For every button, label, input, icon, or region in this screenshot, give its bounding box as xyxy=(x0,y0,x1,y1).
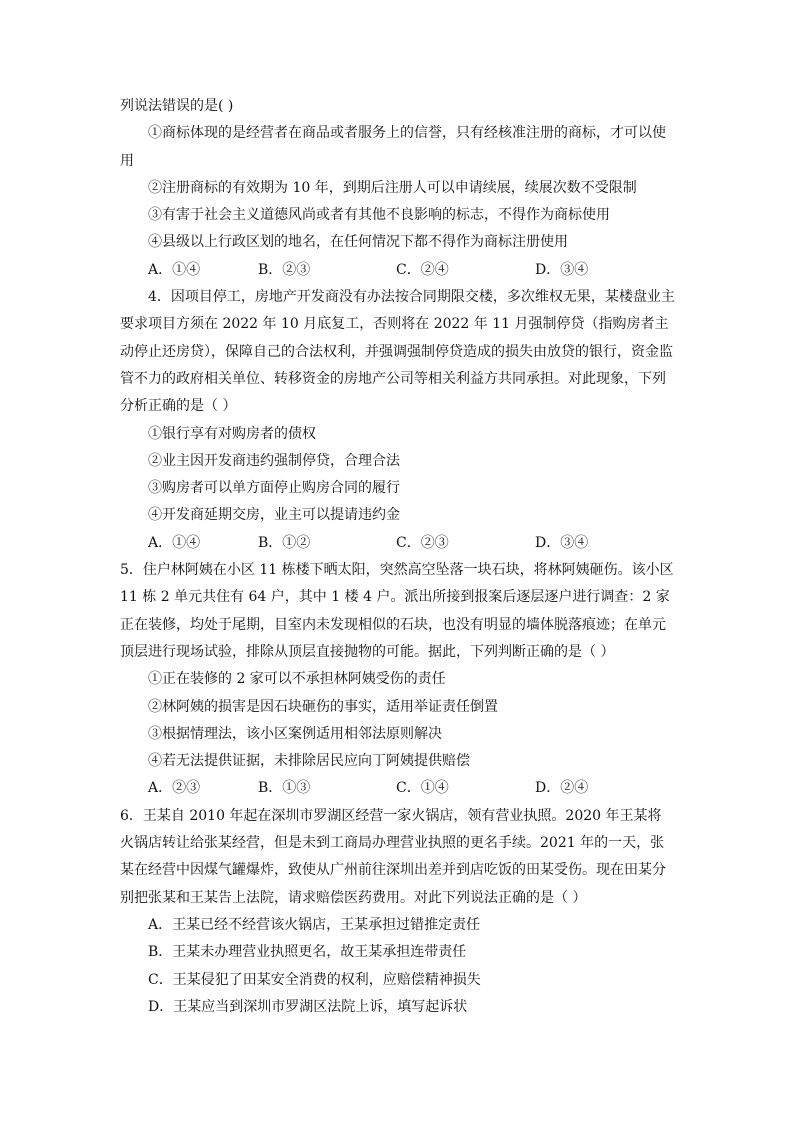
option-d: D．③④ xyxy=(535,261,589,278)
question-stem: 6．王某自 2010 年起在深圳市罗湖区经营一家火锅店，领有营业执照。2020 年王某将火锅店转让给张某经营，但是未到工商局办理营业执照的更名手续。2021 年的一天，张某在经营中因煤气罐爆炸，致使从广州前往深圳出差并到店吃饭的田某受伤。现在田某分别把张某和王某告上法院，请求赔偿医药费用。对此下列说法正确的是（ ） xyxy=(120,807,666,906)
statement-1: ①正在装修的 2 家可以不承担林阿姨受伤的责任 xyxy=(148,671,446,688)
question-5 xyxy=(120,557,675,803)
option-a: A．②③ xyxy=(148,780,201,797)
option-b: B．①② xyxy=(258,534,311,551)
question-stem-end: 列说法错误的是( ) xyxy=(120,98,234,114)
answer-options xyxy=(120,530,675,557)
page-content xyxy=(120,93,675,1021)
statement-4: ④开发商延期交房，业主可以提请违约金 xyxy=(148,507,400,524)
option-d: D．③④ xyxy=(535,534,589,551)
option-a: A．王某已经不经营该火锅店，王某承担过错推定责任 xyxy=(148,916,481,933)
statement-4: ④若无法提供证据，未排除居民应向丁阿姨提供赔偿 xyxy=(148,753,470,770)
question-3-continuation xyxy=(120,93,675,284)
option-c: C．②③ xyxy=(396,534,449,551)
option-b: B．王某未办理营业执照更名，故王某承担连带责任 xyxy=(148,944,467,961)
question-6 xyxy=(120,803,675,1021)
answer-options xyxy=(120,775,675,802)
statement-2: ②林阿姨的损害是因石块砸伤的事实，适用举证责任倒置 xyxy=(148,698,498,715)
statement-1: ①商标体现的是经营者在商品或者服务上的信誉，只有经核准注册的商标，才可以使用 xyxy=(120,125,666,169)
option-d: D．②④ xyxy=(535,780,589,797)
statement-4: ④县级以上行政区划的地名，在任何情况下都不得作为商标注册使用 xyxy=(148,234,568,251)
option-c: C．①④ xyxy=(396,780,449,797)
answer-options xyxy=(120,257,675,284)
question-stem: 5．住户林阿姨在小区 11 栋楼下晒太阳，突然高空坠落一块石块，将林阿姨砸伤。该小区 11 栋 2 单元共住有 64 户，其中 1 楼 4 户。派出所接到报案后逐层逐户进行调查：2 家正在装修，均处于尾期，目室内未发现相似的石块，也没有明显的墙体脱落痕迹；在单元顶层进行现场试验，排除从顶层直接抛物的可能。据此，下列判断正确的是（ ） xyxy=(120,562,674,660)
statement-3: ③有害于社会主义道德风尚或者有其他不良影响的标志，不得作为商标使用 xyxy=(148,207,610,224)
option-d: D．王某应当到深圳市罗湖区法院上诉，填写起诉状 xyxy=(148,998,468,1015)
option-b: B．②③ xyxy=(258,261,311,278)
statement-1: ①银行享有对购房者的债权 xyxy=(148,425,316,442)
option-c: C．王某侵犯了田某安全消费的权利，应赔偿精神损失 xyxy=(148,971,481,988)
option-a: A．①④ xyxy=(148,534,201,551)
option-c: C．②④ xyxy=(396,261,449,278)
option-a: A．①④ xyxy=(148,261,201,278)
question-stem: 4．因项目停工，房地产开发商没有办法按合同期限交楼，多次维权无果，某楼盘业主要求项目方须在 2022 年 10 月底复工，否则将在 2022 年 11 月强制停贷（指购房者主动停止还房贷），保障自己的合法权利，并强调强制停贷造成的损失由放贷的银行，资金监管不力的政府相关单位、转移资金的房地产公司等相关利益方共同承担。对此现象，下列分析正确的是（ ） xyxy=(120,289,675,415)
statement-2: ②业主因开发商违约强制停贷，合理合法 xyxy=(148,452,400,469)
statement-3: ③购房者可以单方面停止购房合同的履行 xyxy=(148,480,400,497)
statement-2: ②注册商标的有效期为 10 年，到期后注册人可以申请续展，续展次数不受限制 xyxy=(148,179,637,196)
question-4 xyxy=(120,284,675,557)
statement-3: ③根据情理法，该小区案例适用相邻法原则解决 xyxy=(148,725,442,742)
option-b: B．①③ xyxy=(258,780,311,797)
